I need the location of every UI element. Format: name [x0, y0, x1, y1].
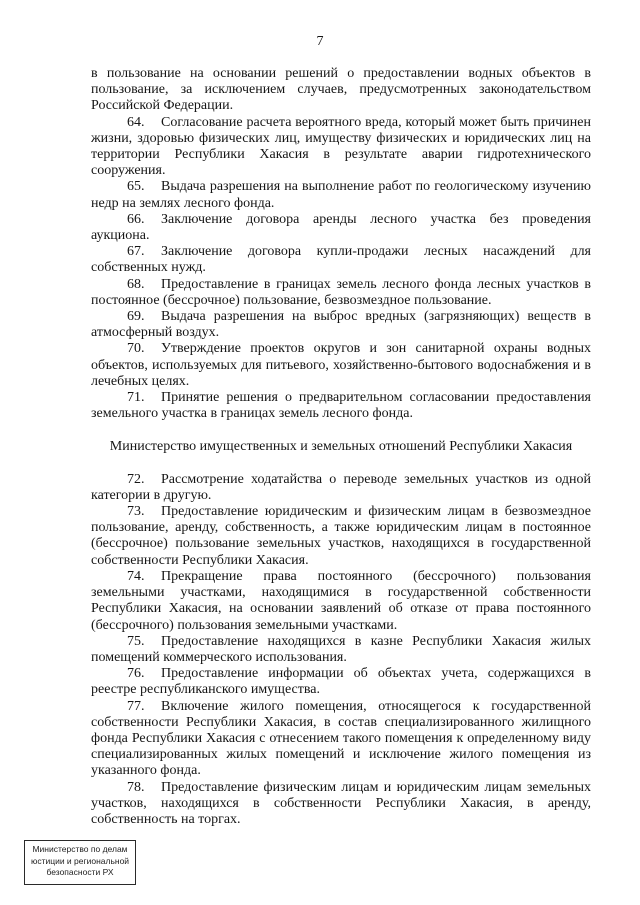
list-item: [91, 569, 591, 634]
item-text: Согласование расчета вероятного вреда, который может быть причинен жизни, здоровью физических лиц, имуществу физических и юридических лиц на территории Республики Хакасия в результате аварии гидротехнического сооружения.: [91, 114, 591, 179]
stamp-line: Министерство по делам: [32, 844, 128, 854]
item-text: Заключение договора аренды лесного участка без проведения аукциона.: [91, 211, 591, 244]
item-text: Выдача разрешения на выброс вредных (загрязняющих) веществ в атмосферный воздух.: [91, 309, 591, 341]
list-item: [91, 666, 591, 698]
section-heading: Министерство имущественных и земельных отношений Республики Хакасия: [109, 439, 573, 455]
list-item: [91, 277, 591, 309]
item-text: Заключение договора купли-продажи лесных насаждений для собственных нужд.: [91, 244, 591, 276]
item-text: Предоставление в границах земель лесного фонда лесных участков в постоянное (бессрочное) пользование, безвозмездное пользование.: [91, 276, 591, 308]
item-number: 68.: [127, 276, 145, 292]
item-number: 71.: [127, 390, 145, 406]
stamp-line: безопасности РХ: [46, 867, 114, 877]
item-number: 78.: [127, 779, 145, 795]
list-top: [91, 115, 591, 423]
item-text: Принятие решения о предварительном согласовании предоставления земельного участка в границах земель лесного фонда.: [91, 390, 591, 422]
list-item: [91, 179, 591, 211]
item-number: 69.: [127, 309, 145, 325]
registration-stamp: [24, 840, 136, 885]
item-number: 66.: [127, 211, 145, 227]
item-number: 67.: [127, 244, 145, 260]
item-text: Предоставление находящихся в казне Республики Хакасия жилых помещений коммерческого использования.: [91, 633, 591, 665]
item-text: Предоставление информации об объектах учета, содержащихся в реестре республиканского имущества.: [91, 666, 591, 698]
item-text: Включение жилого помещения, относящегося к государственной собственности Республики Хакасия, в состав специализированного жилищного фонда Республики Хакасия с отнесением такого помещения к определенному виду специализированных жилых помещений и исключение жилого помещения из указанного фонда.: [91, 698, 591, 779]
item-text: Предоставление физическим лицам и юридическим лицам земельных участков, находящихся в собственности Республики Хакасия, в аренду, собственность на торгах.: [91, 779, 591, 827]
item-number: 76.: [127, 666, 145, 682]
list-bottom: [91, 472, 591, 828]
item-number: 64.: [127, 114, 145, 130]
intro-paragraph: в пользование на основании решений о предоставлении водных объектов в пользование, за исключением случаев, предусмотренных законодательством Российской Федерации.: [91, 66, 591, 114]
item-number: 72.: [127, 471, 145, 487]
item-text: Прекращение права постоянного (бессрочного) пользования земельными участками, находящимися в государственной собственности Республики Хакасия, на основании заявлений об отказе от права постоянного (бессрочного) пользования земельными участками.: [91, 568, 591, 633]
document-body: [91, 66, 591, 828]
item-text: Утверждение проектов округов и зон санитарной охраны водных объектов, используемых для питьевого, хозяйственно-бытового водоснабжения и в лечебных целях.: [91, 341, 591, 389]
item-number: 74.: [127, 568, 145, 584]
list-item: [91, 244, 591, 276]
item-number: 77.: [127, 698, 145, 714]
list-item: [91, 472, 591, 504]
page-number: 7: [316, 34, 324, 49]
item-number: 75.: [127, 633, 145, 649]
list-item: [91, 309, 591, 341]
item-number: 70.: [127, 341, 145, 357]
list-item: [91, 341, 591, 390]
item-text: Предоставление юридическим и физическим лицам в безвозмездное пользование, аренду, собственность, а также юридическим лицам в постоянное (бессрочное) пользование земельных участков, находящихся в государственной собственности Республики Хакасия.: [91, 504, 591, 568]
list-item: [91, 699, 591, 780]
item-number: 73.: [127, 504, 145, 520]
list-item: [91, 115, 591, 180]
item-text: Рассмотрение ходатайства о переводе земельных участков из одной категории в другую.: [91, 471, 591, 503]
item-text: Выдача разрешения на выполнение работ по геологическому изучению недр на землях лесного фонда.: [91, 179, 591, 211]
item-number: 65.: [127, 179, 145, 195]
list-item: [91, 212, 591, 244]
list-item: [91, 634, 591, 666]
list-item: [91, 504, 591, 569]
stamp-line: юстиции и региональной: [30, 855, 130, 866]
list-item: [91, 780, 591, 829]
list-item: [91, 390, 591, 422]
